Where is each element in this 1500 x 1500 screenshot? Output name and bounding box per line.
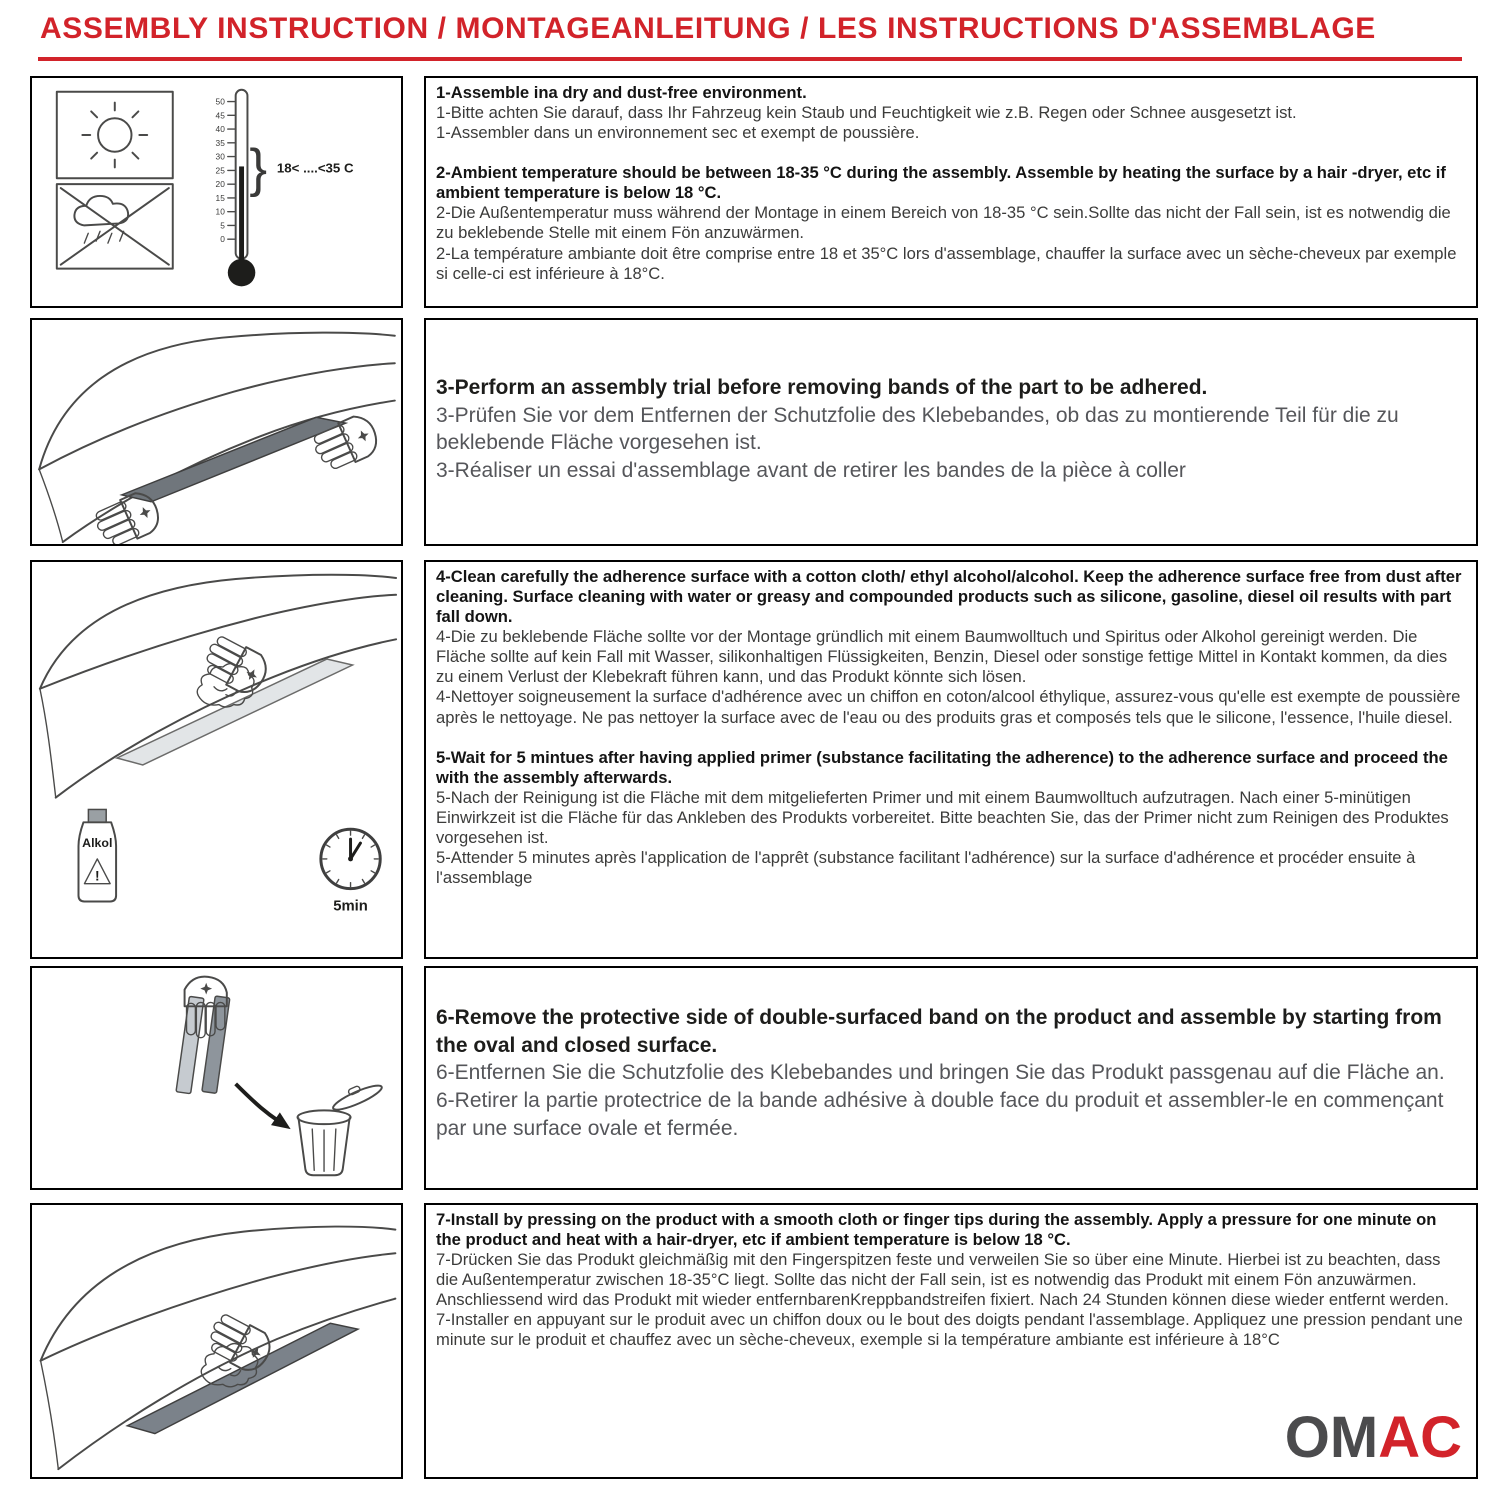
scale-45: 45: [215, 110, 225, 121]
sparkle-icon: [355, 428, 371, 444]
scale-25: 25: [215, 165, 225, 176]
scale-20: 20: [215, 179, 225, 190]
scale-10: 10: [215, 206, 225, 217]
trash-can-icon: [298, 1077, 385, 1175]
step1-fr: 1-Assembler dans un environnement sec et exempt de poussière.: [436, 123, 920, 143]
temperature-range-label: 18< ....<35 C: [276, 160, 354, 176]
step2-en: 2-Ambient temperature should be between 18-35 °C during the assembly. Assemble by heating the surface by a hair -dryer, etc if ambient temperature is below 18 °C.: [436, 163, 1446, 203]
door-sill-drawing: [39, 333, 395, 542]
bottle-label: Alkol: [82, 836, 113, 851]
scale-30: 30: [215, 151, 225, 162]
step5-en: 5-Wait for 5 mintues after having applied primer (substance facilitating the adherence) to the adherence surface and proceed the with the assembly afterwards.: [436, 747, 1448, 787]
press-install-illustration: [32, 1205, 401, 1477]
instruction-panel-2: [424, 318, 1478, 546]
logo-text-red: AC: [1378, 1405, 1462, 1470]
step7-fr: 7-Installer en appuyant sur le produit avec un chiffon doux ou le bout des doigts pendant l'assemblage. Appliquez une pression pendant une minute sur le produit et chauffez avec un sèche-cheveux, exemple si la température ambiante est inférieure à 18°C: [436, 1310, 1463, 1350]
step2-fr: 2-La température ambiante doit être comprise entre 18 et 35°C lors d'assemblage, chauffer la surface avec un sèche-cheveux par exemple si celle-ci est inférieure à 18°C.: [436, 243, 1457, 283]
step4-de: 4-Die zu beklebende Fläche sollte vor der Montage gründlich mit einem Baumwolltuch und Spiritus oder Alkohol gereinigt werden. Die Fläche sollte auf kein Fall mit Wasser, silikonhaltigen Flüssigkeiten, Benzin, Diesel oder sonstige fettige Mittel in Kontakt kommen, da dies zu einem Verlust der Klebekraft führen kann, und das Produkt könnte sich lösen.: [436, 627, 1448, 687]
scale-0: 0: [220, 234, 225, 245]
instruction-panel-5: [424, 1203, 1478, 1479]
step3-de: 3-Prüfen Sie vor dem Entfernen der Schutzfolie des Klebebandes, ob das zu montierende Teil für die zu beklebende Fläche vorgesehen ist.: [436, 403, 1399, 455]
adhesive-strips-icon: [176, 992, 230, 1097]
title-underline: [38, 57, 1462, 61]
step6-en: 6-Remove the protective side of double-surfaced band on the product and assemble by starting from the oval and closed surface.: [436, 1006, 1442, 1057]
instruction-panel-3: [424, 560, 1478, 959]
page-title: ASSEMBLY INSTRUCTION / MONTAGEANLEITUNG / LES INSTRUCTIONS D'ASSEMBLAGE: [40, 12, 1376, 45]
instruction-panel-1: [424, 76, 1478, 308]
no-rain-icon: [61, 188, 169, 265]
remove-band-illustration: [32, 968, 401, 1188]
illustration-panel-cleaning: [30, 560, 403, 959]
illustration-panel-press: [30, 1203, 403, 1479]
cleaning-illustration: [32, 562, 401, 957]
sparkle-icon: [200, 983, 212, 995]
clock-label: 5min: [333, 898, 368, 915]
hand-icon: [198, 632, 272, 698]
sparkle-icon: [244, 667, 260, 683]
alcohol-bottle-icon: [78, 809, 116, 901]
arrow-icon: [236, 1084, 291, 1129]
step3-fr: 3-Réaliser un essai d'assemblage avant de retirer les bandes de la pièce à coller: [436, 459, 1186, 483]
climate-illustration: [32, 78, 401, 306]
scale-5: 5: [220, 220, 225, 231]
trial-fit-illustration: [32, 320, 401, 544]
instruction-panel-4: [424, 966, 1478, 1190]
step5-de: 5-Nach der Reinigung ist die Fläche mit dem mitgelieferten Primer und mit einem Baumwolltuch aufzutragen. Nach einer 5-minütigen Einwirkzeit ist die Fläche für das Ankleben des Produkts vorbereitet. Bitte beachten Sie, das der Primer nicht zum Reinigen des Produktes vorgesehen ist.: [436, 787, 1449, 847]
illustration-panel-remove-band: [30, 966, 403, 1190]
step1-de: 1-Bitte achten Sie darauf, dass Ihr Fahrzeug kein Staub und Feuchtigkeit wie z.B. Regen oder Schnee ausgesetzt ist.: [436, 103, 1297, 123]
scale-35: 35: [215, 137, 225, 148]
step2-de: 2-Die Außentemperatur muss während der Montage in einem Bereich von 18-35 °C sein.Sollte das nicht der Fall sein, ist es notwendig die zu beklebende Stelle mit einem Fön anzuwärmen.: [436, 203, 1451, 243]
step1-en: 1-Assemble ina dry and dust-free environment.: [436, 83, 807, 102]
step3-en: 3-Perform an assembly trial before removing bands of the part to be adhered.: [436, 376, 1208, 399]
step7-en: 7-Install by pressing on the product with a smooth cloth or finger tips during the assembly. Apply a pressure for one minute on the product and heat with a hair-dryer, etc if ambient temperature is below 18 °C.: [436, 1210, 1437, 1250]
logo-text-dark: OM: [1284, 1405, 1379, 1470]
omac-logo: [1284, 1405, 1462, 1470]
step6-de: 6-Entfernen Sie die Schutzfolie des Klebebandes und bringen Sie das Produkt passgenau auf die Fläche an.: [436, 1061, 1445, 1085]
scale-50: 50: [215, 96, 225, 107]
step4-en: 4-Clean carefully the adherence surface with a cotton cloth/ ethyl alcohol/alcohol. Keep the adherence surface free from dust after cleaning. Surface cleaning with water or greasy and compounded products such as silicone, gasoline, diesel oil results with part fall down.: [436, 567, 1462, 627]
warning-exclamation: !: [94, 867, 100, 884]
scale-15: 15: [215, 192, 225, 203]
sparkle-icon: [137, 505, 153, 521]
step6-fr: 6-Retirer la partie protectrice de la bande adhésive à double face du produit et assembler-le en commençant par une surface ovale et fermée.: [436, 1089, 1444, 1140]
trim-strip: [122, 417, 346, 501]
illustration-panel-climate: [30, 76, 403, 308]
door-sill-drawing: [40, 575, 396, 798]
clock-icon: [321, 829, 380, 914]
range-brace: }: [249, 139, 268, 199]
step4-fr: 4-Nettoyer soigneusement la surface d'adhérence avec un chiffon en coton/alcool éthylique, assurez-vous qu'elle est exempte de poussière après le nettoyage. Ne pas nettoyer la surface avec de l'eau ou des produits gras et composés tels que le silicone, l'essence, l'huile diesel.: [436, 687, 1461, 727]
step5-fr: 5-Attender 5 minutes après l'application de l'apprêt (substance facilitant l'adhérence) sur la surface d'adhérence et procéder ensuite à l'assemblage: [436, 848, 1416, 888]
step7-de: 7-Drücken Sie das Produkt gleichmäßig mit den Fingerspitzen feste und verweilen Sie so über eine Minute. Hierbei ist zu beachten, dass die Außentemperatur zwischen 18-35°C liegt. Sollte das nicht der Fall sein, ist es notwendig das Produkt mit einem Fön anzuwärmen. Anschliessend wird das Produkt mit wieder entfernbarenKreppbandstreifen fixiert. Nach 24 Stunden können diese wieder entfernt werden.: [436, 1250, 1449, 1310]
sun-icon: [82, 103, 147, 168]
scale-40: 40: [215, 124, 225, 135]
illustration-panel-trial-fit: [30, 318, 403, 546]
